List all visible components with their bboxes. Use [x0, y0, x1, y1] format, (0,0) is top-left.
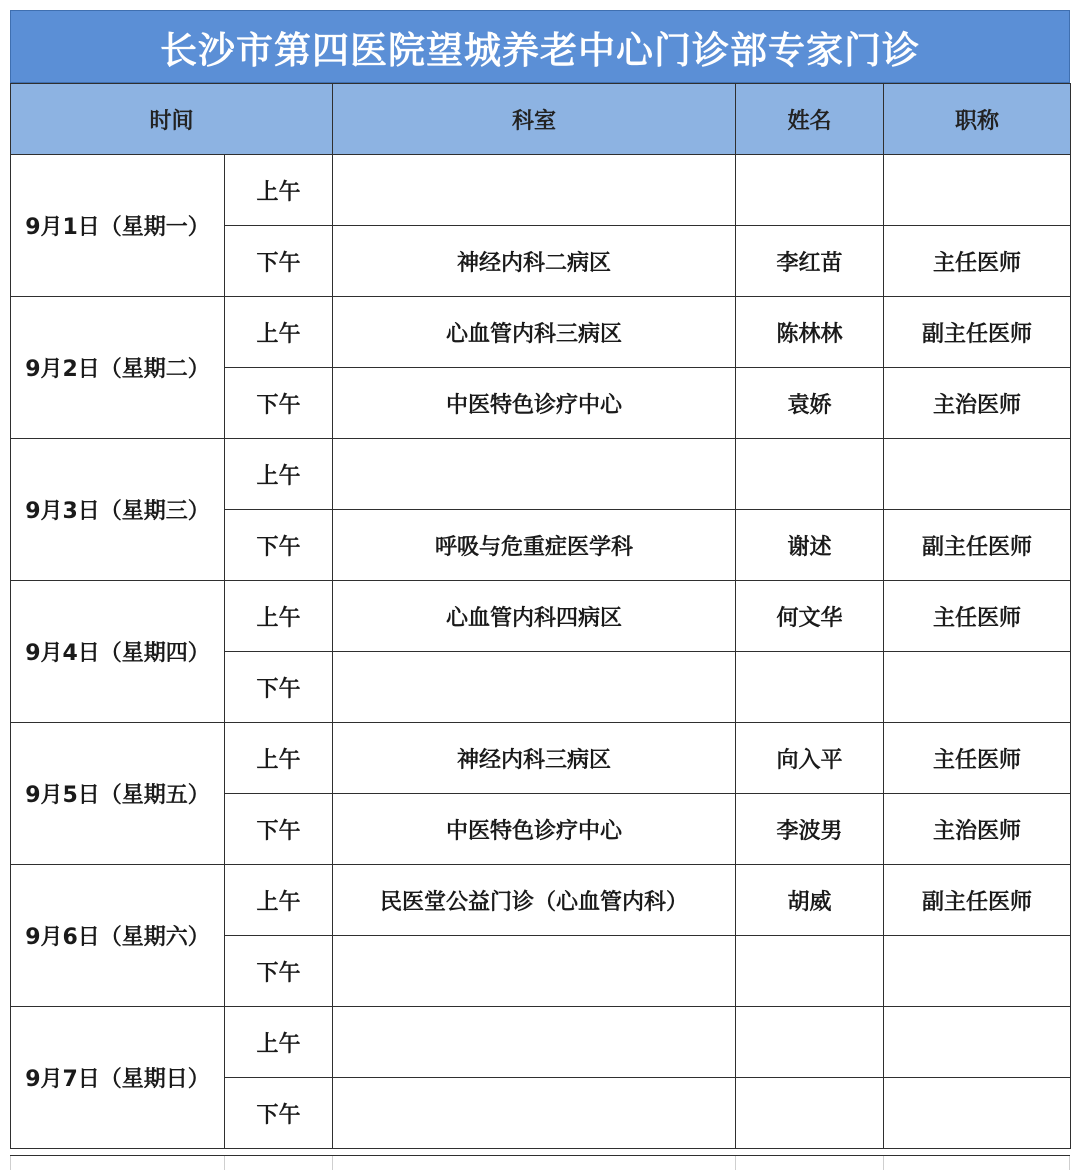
period-cell: 上午: [225, 155, 333, 226]
period-cell: 上午: [225, 439, 333, 510]
header-row: [11, 84, 1071, 155]
name-cell: [736, 1078, 884, 1149]
period-cell: 上午: [225, 581, 333, 652]
name-cell: 袁娇: [736, 368, 884, 439]
name-cell: [736, 155, 884, 226]
table-row: [11, 297, 1071, 368]
department-cell: [333, 155, 736, 226]
table-row: [11, 439, 1071, 510]
name-cell: 何文华: [736, 581, 884, 652]
title-cell: 主任医师: [884, 581, 1071, 652]
date-cell: 9月7日（星期日）: [11, 1007, 225, 1149]
title-cell: 副主任医师: [884, 510, 1071, 581]
date-cell: 9月2日（星期二）: [11, 297, 225, 439]
date-cell: 9月5日（星期五）: [11, 723, 225, 865]
table-row: [11, 581, 1071, 652]
title-bar: [10, 10, 1070, 83]
period-cell: 下午: [225, 226, 333, 297]
period-cell: 上午: [225, 865, 333, 936]
title-cell: 副主任医师: [884, 865, 1071, 936]
name-cell: 李红苗: [736, 226, 884, 297]
name-cell: 陈林林: [736, 297, 884, 368]
period-cell: 上午: [225, 1007, 333, 1078]
title-cell: [884, 155, 1071, 226]
department-cell: 心血管内科四病区: [333, 581, 736, 652]
department-cell: 神经内科三病区: [333, 723, 736, 794]
department-cell: [333, 1078, 736, 1149]
period-cell: 下午: [225, 368, 333, 439]
name-cell: 谢述: [736, 510, 884, 581]
date-cell: 9月6日（星期六）: [11, 865, 225, 1007]
date-cell: 9月4日（星期四）: [11, 581, 225, 723]
title-cell: [884, 439, 1071, 510]
header-name: 姓名: [736, 84, 884, 155]
department-cell: 中医特色诊疗中心: [333, 368, 736, 439]
period-cell: 下午: [225, 794, 333, 865]
title-cell: 主治医师: [884, 368, 1071, 439]
name-cell: 向入平: [736, 723, 884, 794]
schedule-body: [11, 155, 1071, 1149]
department-cell: [333, 652, 736, 723]
name-cell: [736, 936, 884, 1007]
period-cell: 下午: [225, 936, 333, 1007]
period-cell: 下午: [225, 510, 333, 581]
page-title: 长沙市第四医院望城养老中心门诊部专家门诊: [160, 28, 920, 72]
name-cell: [736, 1007, 884, 1078]
title-cell: [884, 652, 1071, 723]
title-cell: 主任医师: [884, 723, 1071, 794]
table-row: [11, 865, 1071, 936]
period-cell: 上午: [225, 297, 333, 368]
title-cell: 副主任医师: [884, 297, 1071, 368]
table-row: [11, 155, 1071, 226]
name-cell: 李波男: [736, 794, 884, 865]
period-cell: 上午: [225, 723, 333, 794]
title-cell: [884, 936, 1071, 1007]
date-cell: 9月3日（星期三）: [11, 439, 225, 581]
department-cell: 神经内科二病区: [333, 226, 736, 297]
name-cell: [736, 652, 884, 723]
department-cell: 民医堂公益门诊（心血管内科）: [333, 865, 736, 936]
department-cell: 心血管内科三病区: [333, 297, 736, 368]
header-department: 科室: [333, 84, 736, 155]
schedule-table: [10, 83, 1071, 1149]
table-row: [11, 1007, 1071, 1078]
title-cell: [884, 1007, 1071, 1078]
header-time: 时间: [11, 84, 333, 155]
name-cell: [736, 439, 884, 510]
title-cell: 主治医师: [884, 794, 1071, 865]
date-cell: 9月1日（星期一）: [11, 155, 225, 297]
title-cell: [884, 1078, 1071, 1149]
table-continuation: [10, 1155, 1070, 1170]
table-row: [11, 723, 1071, 794]
name-cell: 胡威: [736, 865, 884, 936]
department-cell: [333, 439, 736, 510]
department-cell: 呼吸与危重症医学科: [333, 510, 736, 581]
period-cell: 下午: [225, 1078, 333, 1149]
schedule-sheet: [10, 10, 1070, 1149]
department-cell: [333, 936, 736, 1007]
department-cell: [333, 1007, 736, 1078]
department-cell: 中医特色诊疗中心: [333, 794, 736, 865]
title-cell: 主任医师: [884, 226, 1071, 297]
period-cell: 下午: [225, 652, 333, 723]
header-title: 职称: [884, 84, 1071, 155]
